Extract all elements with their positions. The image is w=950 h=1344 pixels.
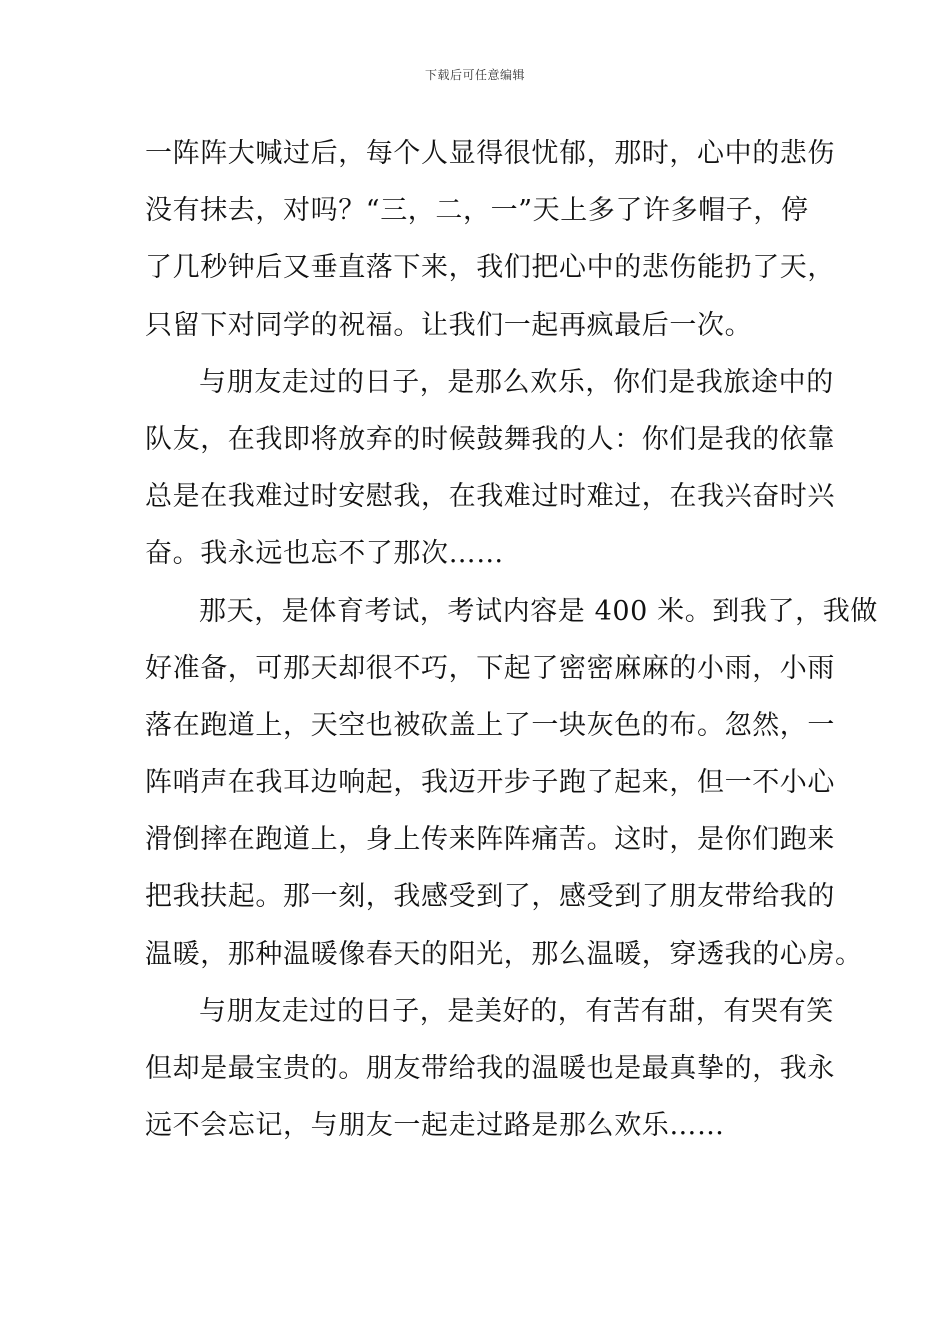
text-line: 了几秒钟后又垂直落下来，我们把心中的悲伤能扔了天， [145, 252, 835, 284]
text-line: 温暖，那种温暖像春天的阳光，那么温暖，穿透我的心房。 [145, 938, 863, 970]
paragraph-first-line: 与朋友走过的日子，是那么欢乐，你们是我旅途中的 [199, 366, 834, 398]
text-line: 奋。我永远也忘不了那次…… [145, 538, 504, 570]
body-text [145, 125, 878, 1154]
text-line: 好准备，可那天却很不巧，下起了密密麻麻的小雨，小雨 [145, 652, 835, 684]
text-line: 但却是最宝贵的。朋友带给我的温暖也是最真挚的，我永 [145, 1053, 835, 1084]
paragraph-first-line: 与朋友走过的日子，是美好的，有苦有甜，有哭有笑 [199, 995, 834, 1027]
text-line: 队友，在我即将放弃的时候鼓舞我的人：你们是我的依靠 [145, 423, 835, 455]
text-line: 只留下对同学的祝福。让我们一起再疯最后一次。 [145, 309, 753, 341]
text-line: 没有抹去，对吗？“三，二，一”天上多了许多帽子，停 [145, 195, 809, 227]
paragraph-first-line: 那天，是体育考试，考试内容是 400 米。到我了，我做 [199, 595, 878, 627]
text-line: 滑倒摔在跑道上，身上传来阵阵痛苦。这时，是你们跑来 [145, 824, 835, 856]
text-line: 一阵阵大喊过后，每个人显得很忧郁，那时，心中的悲伤 [145, 138, 835, 169]
text-line: 阵哨声在我耳边响起，我迈开步子跑了起来，但一不小心 [145, 767, 835, 799]
header-note: 下载后可任意编辑 [424, 68, 525, 82]
text-line: 总是在我难过时安慰我，在我难过时难过，在我兴奋时兴 [145, 481, 835, 513]
text-line: 远不会忘记，与朋友一起走过路是那么欢乐…… [145, 1110, 725, 1142]
text-line: 落在跑道上，天空也被砍盖上了一块灰色的布。忽然，一 [145, 709, 835, 741]
text-line: 把我扶起。那一刻，我感受到了，感受到了朋友带给我的 [145, 881, 835, 913]
